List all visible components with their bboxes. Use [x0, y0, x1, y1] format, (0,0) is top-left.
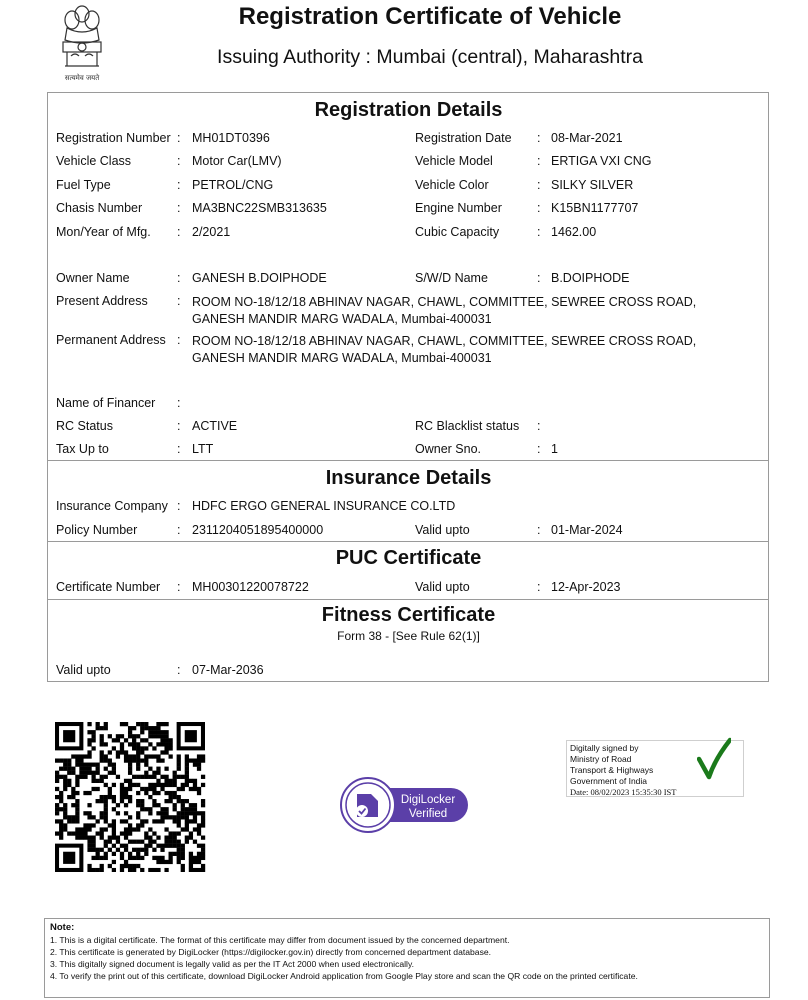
owner-name-label: Owner Name [56, 271, 130, 285]
signature-line: Ministry of Road [570, 754, 632, 764]
present-address-label: Present Address [56, 294, 148, 308]
rc-status-value: ACTIVE [192, 419, 238, 433]
owner-sno-value: 1 [551, 442, 558, 456]
puc-heading: PUC Certificate [335, 547, 482, 569]
owner-name-value: GANESH B.DOIPHODE [192, 271, 327, 285]
insurance-company-value: HDFC ERGO GENERAL INSURANCE CO.LTD [192, 499, 456, 513]
digilocker-verified-label: Verified [408, 808, 448, 820]
field-value: K15BN1177707 [551, 201, 639, 215]
field-label: Fuel Type [56, 178, 111, 192]
colon: : [177, 294, 181, 308]
financer-label: Name of Financer [56, 396, 156, 410]
swd-name-value: B.DOIPHODE [551, 271, 630, 285]
note-item: 3. This digitally signed document is legally valid as per the IT Act 2000 when used electronically. [50, 959, 415, 969]
field-value: Motor Car(LMV) [192, 154, 282, 168]
section-divider [48, 460, 769, 461]
puc-cert-label: Certificate Number [56, 580, 161, 594]
section-divider [48, 599, 769, 600]
colon: : [537, 271, 541, 285]
emblem-motto: सत्यमेव जयते [64, 74, 100, 82]
field-value: MA3BNC22SMB313635 [192, 201, 327, 215]
field-label: Engine Number [415, 201, 502, 215]
fitness-heading: Fitness Certificate [321, 604, 496, 626]
document-title: Registration Certificate of Vehicle [238, 3, 622, 30]
colon: : [537, 225, 541, 239]
colon: : [177, 396, 181, 410]
colon: : [177, 271, 181, 285]
colon: : [177, 442, 181, 456]
fitness-valid-label: Valid upto [56, 663, 111, 677]
colon: : [177, 154, 181, 168]
tax-upto-label: Tax Up to [56, 442, 109, 456]
fitness-form-reference: Form 38 - [See Rule 62(1)] [337, 629, 480, 643]
field-value: ERTIGA VXI CNG [551, 154, 652, 168]
field-value: 2/2021 [192, 225, 231, 239]
field-label: Mon/Year of Mfg. [56, 225, 151, 239]
field-label: Registration Date [415, 131, 512, 145]
colon: : [177, 523, 181, 537]
check-mark-icon [697, 737, 731, 781]
field-value: PETROL/CNG [192, 178, 274, 192]
colon: : [177, 201, 181, 215]
colon: : [177, 499, 181, 513]
signature-text [570, 743, 653, 787]
digilocker-verified-badge [340, 777, 470, 833]
owner-sno-label: Owner Sno. [415, 442, 482, 456]
field-label: Vehicle Class [56, 154, 132, 168]
insurance-valid-label: Valid upto [415, 523, 470, 537]
note-item: 2. This certificate is generated by DigiLocker (https://digilocker.gov.in) directly from concerned department database. [50, 947, 492, 957]
colon: : [177, 178, 181, 192]
colon: : [177, 580, 181, 594]
signature-date: Date: 08/02/2023 15:35:30 IST [570, 787, 677, 797]
present-address-value: ROOM NO-18/12/18 ABHINAV NAGAR, CHAWL, COMMITTEE, SEWREE CROSS ROAD, GANESH MANDIR MARG WADALA, Mumbai-400031 [192, 295, 697, 326]
permanent-address-value: ROOM NO-18/12/18 ABHINAV NAGAR, CHAWL, COMMITTEE, SEWREE CROSS ROAD, GANESH MANDIR MARG WADALA, Mumbai-400031 [192, 334, 697, 365]
puc-cert-value: MH00301220078722 [192, 580, 309, 594]
insurance-heading: Insurance Details [325, 467, 492, 489]
field-label: Registration Number [56, 131, 171, 145]
colon: : [177, 333, 181, 347]
issuing-authority: Issuing Authority : Mumbai (central), Maharashtra [217, 46, 643, 68]
section-divider [48, 541, 769, 542]
notes-title: Note: [50, 922, 75, 933]
signature-line: Digitally signed by [570, 743, 639, 753]
colon: : [537, 580, 541, 594]
field-label: Vehicle Model [415, 154, 493, 168]
colon: : [177, 663, 181, 677]
colon: : [537, 131, 541, 145]
colon: : [537, 523, 541, 537]
puc-valid-value: 12-Apr-2023 [551, 580, 621, 594]
field-value: MH01DT0396 [192, 131, 270, 145]
fitness-valid-value: 07-Mar-2036 [192, 663, 264, 677]
tax-upto-value: LTT [192, 442, 214, 456]
rc-status-label: RC Status [56, 419, 113, 433]
digital-signature-block [566, 740, 744, 797]
signature-line: Transport & Highways [570, 765, 654, 775]
digilocker-label: DigiLocker [400, 794, 456, 806]
field-value: 08-Mar-2021 [551, 131, 623, 145]
rc-blacklist-label: RC Blacklist status [415, 419, 520, 433]
colon: : [537, 201, 541, 215]
registration-heading: Registration Details [314, 99, 503, 121]
field-value: SILKY SILVER [551, 178, 634, 192]
insurance-valid-value: 01-Mar-2024 [551, 523, 623, 537]
insurance-company-label: Insurance Company [56, 499, 168, 513]
colon: : [537, 154, 541, 168]
permanent-address-label: Permanent Address [56, 333, 166, 347]
field-label: Cubic Capacity [415, 225, 500, 239]
field-label: Chasis Number [56, 201, 143, 215]
puc-valid-label: Valid upto [415, 580, 470, 594]
signature-line: Government of India [570, 776, 648, 786]
note-item: 4. To verify the print out of this certificate, download DigiLocker Android application from Google Play store and scan the QR code on the printed certificate. [50, 971, 638, 981]
swd-name-label: S/W/D Name [415, 271, 488, 285]
policy-number-label: Policy Number [56, 523, 138, 537]
qr-code-icon [55, 722, 207, 872]
notes-box [44, 918, 770, 998]
colon: : [177, 131, 181, 145]
policy-number-value: 2311204051895400000 [192, 523, 324, 537]
field-value: 1462.00 [551, 225, 597, 239]
note-item: 1. This is a digital certificate. The format of this certificate may differ from document issued by the concerned department. [50, 935, 510, 945]
colon: : [537, 178, 541, 192]
colon: : [177, 225, 181, 239]
colon: : [537, 419, 541, 433]
colon: : [537, 442, 541, 456]
colon: : [177, 419, 181, 433]
field-label: Vehicle Color [415, 178, 489, 192]
